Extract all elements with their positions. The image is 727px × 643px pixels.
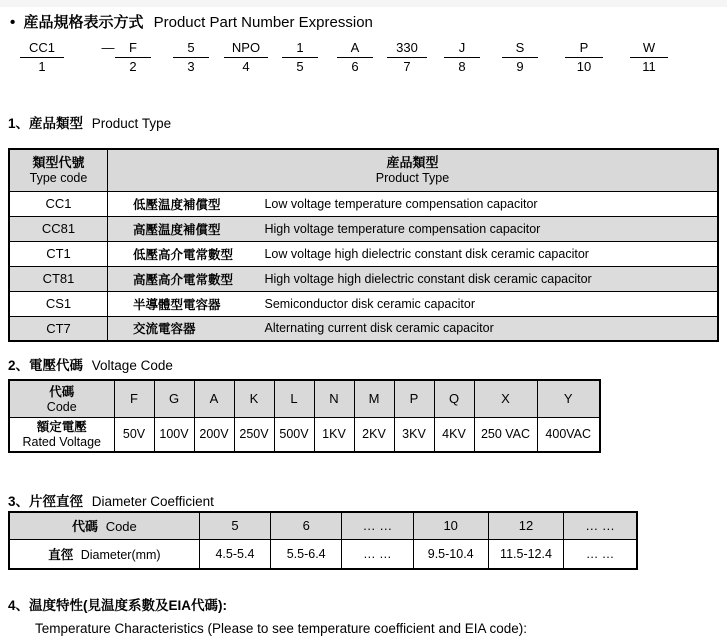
voltage-code-letter: G — [154, 380, 194, 417]
type-description — [108, 291, 719, 316]
rated-voltage-value: 200V — [194, 417, 234, 452]
type-code-value: CS1 — [9, 291, 108, 316]
diameter-value-label-en: Diameter(mm) — [80, 547, 161, 562]
type-description-en: High voltage temperature compensation capacitor — [264, 221, 541, 236]
product-type-header-en: Product Type — [375, 171, 450, 186]
type-code-value: CC81 — [9, 216, 108, 241]
section-4-text-en: Temperature Characteristics (Please to see temperature coefficient and EIA code): — [35, 621, 527, 636]
part-number-segment-8 — [444, 40, 480, 74]
diameter-value-label-cell — [9, 539, 199, 569]
rated-voltage-value: 400VAC — [537, 417, 600, 452]
rated-voltage-value: 4KV — [434, 417, 474, 452]
segment-number: 9 — [516, 59, 524, 74]
section-3-heading-zh: 3、片徑直徑 — [8, 494, 84, 509]
table-row — [9, 316, 718, 341]
segment-code: J — [444, 40, 480, 58]
section-1-heading-en: Product Type — [91, 116, 172, 131]
segment-number: 11 — [642, 59, 656, 74]
voltage-code-letter: M — [354, 380, 394, 417]
diameter-range: 5.5-6.4 — [271, 539, 342, 569]
product-type-header-row — [9, 149, 718, 191]
product-type-header-zh: 産品類型 — [386, 155, 439, 171]
segment-code: S — [502, 40, 538, 58]
dash-glyph: — — [101, 40, 115, 55]
diameter-value-label-zh: 直徑 — [48, 547, 74, 562]
segment-number: 4 — [242, 59, 250, 74]
voltage-code-label-cell — [9, 380, 114, 417]
type-description-en: Low voltage high dielectric constant disk ceramic capacitor — [264, 246, 589, 261]
part-number-segment-7 — [387, 40, 427, 74]
product-type-table — [8, 148, 719, 342]
rated-voltage-label-zh: 額定電壓 — [36, 420, 87, 435]
segment-code: CC1 — [20, 40, 64, 58]
page-title-zh: 産品規格表示方式 — [23, 14, 144, 31]
voltage-code-label-en: Code — [46, 399, 77, 414]
section-3-heading — [8, 490, 214, 510]
diameter-code: … … — [564, 512, 637, 539]
type-description-en: High voltage high dielectric constant disk ceramic capacitor — [264, 271, 592, 286]
section-2-heading — [8, 354, 173, 374]
voltage-code-table — [8, 379, 601, 453]
voltage-code-letter: F — [114, 380, 154, 417]
type-code-value: CT81 — [9, 266, 108, 291]
diameter-range: 4.5-5.4 — [199, 539, 270, 569]
voltage-code-letter: Y — [537, 380, 600, 417]
type-code-value: CT7 — [9, 316, 108, 341]
voltage-code-letter: L — [274, 380, 314, 417]
type-description-en: Semiconductor disk ceramic capacitor — [264, 296, 475, 311]
table-row — [9, 216, 718, 241]
rated-voltage-value: 100V — [154, 417, 194, 452]
diameter-code: 6 — [271, 512, 342, 539]
type-code-header-cell — [9, 149, 108, 191]
segment-code: A — [337, 40, 373, 58]
diameter-range: … … — [564, 539, 637, 569]
part-number-segment-10 — [565, 40, 603, 74]
voltage-code-letter: P — [394, 380, 434, 417]
page-title-en: Product Part Number Expression — [153, 14, 373, 31]
diameter-code-label-cell — [9, 512, 199, 539]
voltage-code-letter: A — [194, 380, 234, 417]
diameter-range: 11.5-12.4 — [488, 539, 563, 569]
type-description — [108, 216, 719, 241]
table-row — [9, 191, 718, 216]
section-3-heading-en: Diameter Coefficient — [91, 494, 214, 509]
rated-voltage-value: 1KV — [314, 417, 354, 452]
type-description-zh: 低壓温度補償型 — [133, 197, 221, 212]
segment-code: 5 — [173, 40, 209, 58]
type-description — [108, 316, 719, 341]
part-number-segment-3 — [173, 40, 209, 74]
type-description-zh: 低壓高介電常數型 — [133, 247, 234, 262]
segment-code: 1 — [282, 40, 318, 58]
section-1-heading — [8, 112, 171, 132]
part-number-segment-11 — [630, 40, 668, 74]
diameter-table — [8, 511, 638, 570]
part-number-segment-4 — [224, 40, 268, 74]
voltage-code-letter: N — [314, 380, 354, 417]
diameter-code: 5 — [199, 512, 270, 539]
diameter-code-label-en: Code — [105, 519, 137, 535]
diameter-range: 9.5-10.4 — [413, 539, 488, 569]
rated-voltage-value: 250V — [234, 417, 274, 452]
segment-number: 2 — [129, 59, 137, 74]
rated-voltage-value: 500V — [274, 417, 314, 452]
type-code-value: CT1 — [9, 241, 108, 266]
segment-number: 1 — [38, 59, 46, 74]
type-description-zh: 高壓温度補償型 — [133, 222, 221, 237]
table-row — [9, 266, 718, 291]
part-number-segment-2 — [115, 40, 151, 74]
rated-voltage-label-cell — [9, 417, 114, 452]
type-description — [108, 191, 719, 216]
diameter-code: … … — [342, 512, 413, 539]
section-4-heading-zh: 4、温度特性(見温度系數及EIA代碼): — [8, 598, 227, 613]
voltage-code-letter: K — [234, 380, 274, 417]
product-type-header-cell — [108, 149, 719, 191]
segment-code: F — [115, 40, 151, 58]
segment-code: W — [630, 40, 668, 58]
voltage-code-letter: Q — [434, 380, 474, 417]
diameter-code: 10 — [413, 512, 488, 539]
part-number-segment-5 — [282, 40, 318, 74]
page-top-edge — [0, 0, 727, 7]
rated-voltage-label-en: Rated Voltage — [22, 435, 102, 450]
type-description — [108, 241, 719, 266]
type-description-zh: 交流電容器 — [133, 322, 196, 337]
part-number-segment-1 — [20, 40, 64, 74]
type-code-value: CC1 — [9, 191, 108, 216]
rated-voltage-value: 3KV — [394, 417, 434, 452]
type-description-en: Low voltage temperature compensation capacitor — [264, 196, 538, 211]
segment-number: 6 — [351, 59, 359, 74]
voltage-code-letter: X — [474, 380, 537, 417]
segment-number: 8 — [458, 59, 466, 74]
rated-voltage-value: 250 VAC — [474, 417, 537, 452]
table-row — [9, 291, 718, 316]
type-code-header-en: Type code — [29, 171, 88, 186]
segment-number: 3 — [187, 59, 195, 74]
voltage-code-label-zh: 代碼 — [49, 384, 75, 399]
section-2-heading-zh: 2、電壓代碼 — [8, 358, 84, 373]
page-title — [10, 11, 373, 32]
segment-code: P — [565, 40, 603, 58]
segment-code: 330 — [387, 40, 427, 58]
type-description-en: Alternating current disk ceramic capacitor — [264, 321, 494, 336]
diameter-value-row — [9, 539, 637, 569]
type-code-header-zh: 類型代號 — [32, 155, 85, 171]
part-number-segment-9 — [502, 40, 538, 74]
table-row — [9, 241, 718, 266]
segment-number: 10 — [576, 59, 592, 74]
type-description-zh: 半導體型電容器 — [133, 297, 221, 312]
diameter-code: 12 — [488, 512, 563, 539]
segment-number: 5 — [296, 59, 304, 74]
rated-voltage-value: 50V — [114, 417, 154, 452]
diameter-range: … … — [342, 539, 413, 569]
type-description — [108, 266, 719, 291]
section-2-heading-en: Voltage Code — [91, 358, 173, 373]
part-number-segment-6 — [337, 40, 373, 74]
section-1-heading-zh: 1、産品類型 — [8, 116, 84, 131]
rated-voltage-row — [9, 417, 600, 452]
bullet-icon: • — [10, 14, 16, 31]
voltage-code-header-row — [9, 380, 600, 417]
segment-number: 7 — [403, 59, 411, 74]
type-description-zh: 高壓高介電常數型 — [133, 272, 234, 287]
diameter-header-row — [9, 512, 637, 539]
rated-voltage-value: 2KV — [354, 417, 394, 452]
part-number-diagram — [0, 40, 727, 76]
segment-code: NPO — [224, 40, 268, 58]
diameter-code-label-zh: 代碼 — [72, 519, 99, 535]
